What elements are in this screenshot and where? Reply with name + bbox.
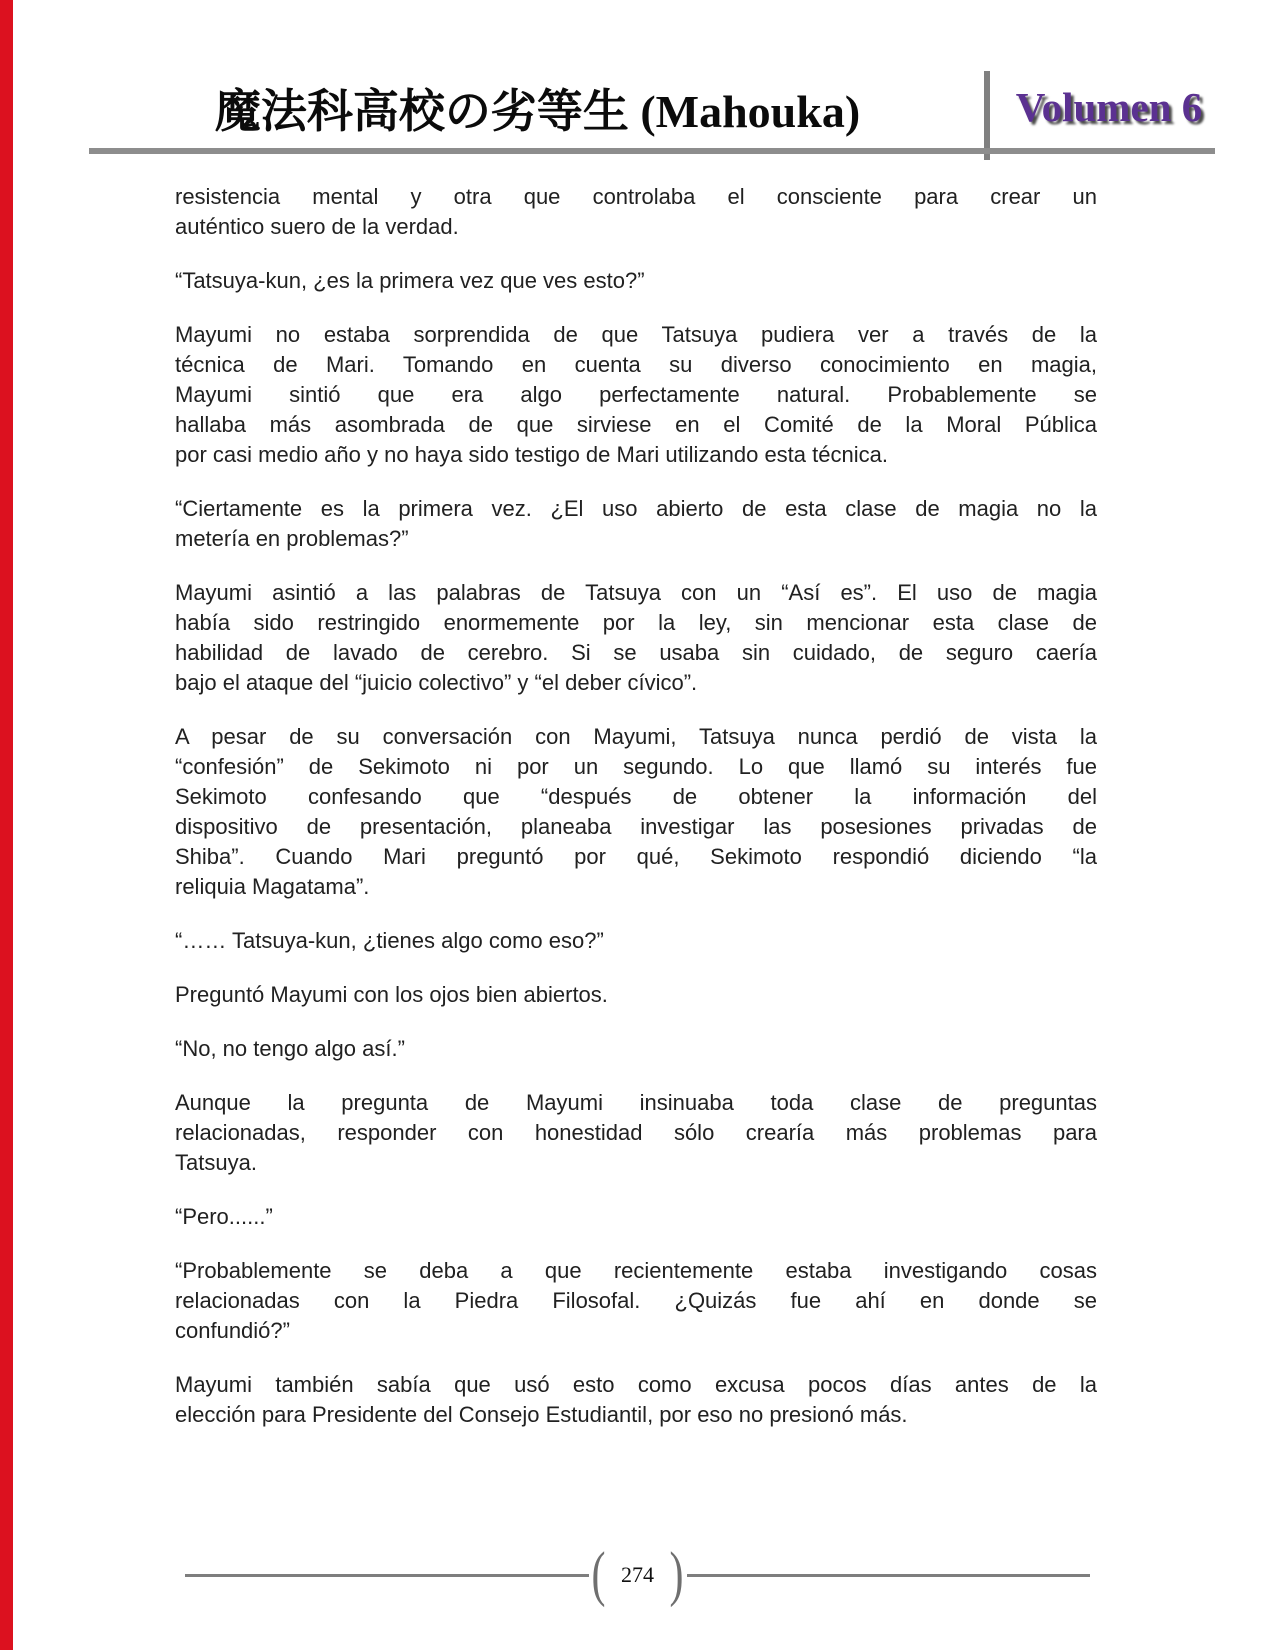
paragraph-line: “confesión” de Sekimoto ni por un segundo. Lo que llamó su interés fue: [175, 754, 1097, 779]
paragraph-line: Aunque la pregunta de Mayumi insinuaba toda clase de preguntas: [175, 1090, 1097, 1115]
page-number: 274: [621, 1562, 654, 1587]
paragraph: [175, 578, 1097, 698]
paragraph-line: Shiba”. Cuando Mari preguntó por qué, Sekimoto respondió diciendo “la: [175, 844, 1097, 869]
paragraph-line: reliquia Magatama”.: [175, 874, 370, 899]
paragraph-line: Mayumi no estaba sorprendida de que Tatsuya pudiera ver a través de la: [175, 322, 1097, 347]
paragraph: [175, 320, 1097, 470]
paragraph-line: auténtico suero de la verdad.: [175, 214, 459, 239]
paragraph-line: habilidad de lavado de cerebro. Si se usaba sin cuidado, de seguro caería: [175, 640, 1097, 665]
paragraph-line: confundió?”: [175, 1318, 290, 1343]
paragraph-line: “…… Tatsuya-kun, ¿tienes algo como eso?”: [175, 928, 604, 953]
paragraph-line: “Probablemente se deba a que recientemente estaba investigando cosas: [175, 1258, 1097, 1283]
paragraph-line: Sekimoto confesando que “después de obtener la información del: [175, 784, 1097, 809]
paragraph: [175, 722, 1097, 902]
paragraph-line: “No, no tengo algo así.”: [175, 1036, 405, 1061]
footer-brace-left: (: [591, 1541, 606, 1609]
document-title: 魔法科高校の劣等生 (Mahouka): [214, 86, 861, 137]
paragraph-line: Mayumi sintió que era algo perfectamente natural. Probablemente se: [175, 382, 1097, 407]
paragraph: [175, 926, 1097, 956]
paragraph-line: Mayumi también sabía que usó esto como excusa pocos días antes de la: [175, 1372, 1097, 1397]
paragraph: [175, 1088, 1097, 1178]
paragraph-line: Tatsuya.: [175, 1150, 257, 1175]
paragraph: [175, 1034, 1097, 1064]
paragraph-line: relacionadas, responder con honestidad sólo crearía más problemas para: [175, 1120, 1097, 1145]
header-rule: [89, 148, 1215, 154]
header-divider-bar: [984, 71, 990, 160]
footer: [185, 1543, 1090, 1607]
paragraph-line: por casi medio año y no haya sido testigo de Mari utilizando esta técnica.: [175, 442, 888, 467]
footer-line-left: [185, 1574, 589, 1577]
paragraph: [175, 182, 1097, 242]
paragraph: [175, 1370, 1097, 1430]
paragraph: [175, 980, 1097, 1010]
paragraph-line: hallaba más asombrada de que sirviese en el Comité de la Moral Pública: [175, 412, 1097, 437]
paragraph: [175, 266, 1097, 296]
paragraph-line: relacionadas con la Piedra Filosofal. ¿Quizás fue ahí en donde se: [175, 1288, 1097, 1313]
paragraph-line: había sido restringido enormemente por la ley, sin mencionar esta clase de: [175, 610, 1097, 635]
paragraph: [175, 494, 1097, 554]
body-text: [175, 182, 1097, 1454]
paragraph-line: Preguntó Mayumi con los ojos bien abiertos.: [175, 982, 608, 1007]
footer-brace-right: ): [669, 1541, 684, 1609]
paragraph: [175, 1202, 1097, 1232]
paragraph-line: elección para Presidente del Consejo Estudiantil, por eso no presionó más.: [175, 1402, 908, 1427]
paragraph-line: A pesar de su conversación con Mayumi, Tatsuya nunca perdió de vista la: [175, 724, 1097, 749]
paragraph-line: “Ciertamente es la primera vez. ¿El uso abierto de esta clase de magia no la: [175, 496, 1097, 521]
paragraph-line: Mayumi asintió a las palabras de Tatsuya con un “Así es”. El uso de magia: [175, 580, 1097, 605]
paragraph-line: “Tatsuya-kun, ¿es la primera vez que ves esto?”: [175, 268, 645, 293]
footer-line-right: [687, 1574, 1091, 1577]
paragraph-line: metería en problemas?”: [175, 526, 409, 551]
left-edge-red-bar: [0, 0, 13, 1650]
paragraph-line: “Pero......”: [175, 1204, 273, 1229]
paragraph: [175, 1256, 1097, 1346]
paragraph-line: resistencia mental y otra que controlaba el consciente para crear un: [175, 184, 1097, 209]
volume-label: Volumen 6: [1015, 84, 1203, 130]
paragraph-line: dispositivo de presentación, planeaba investigar las posesiones privadas de: [175, 814, 1097, 839]
paragraph-line: bajo el ataque del “juicio colectivo” y “el deber cívico”.: [175, 670, 698, 695]
paragraph-line: técnica de Mari. Tomando en cuenta su diverso conocimiento en magia,: [175, 352, 1097, 377]
